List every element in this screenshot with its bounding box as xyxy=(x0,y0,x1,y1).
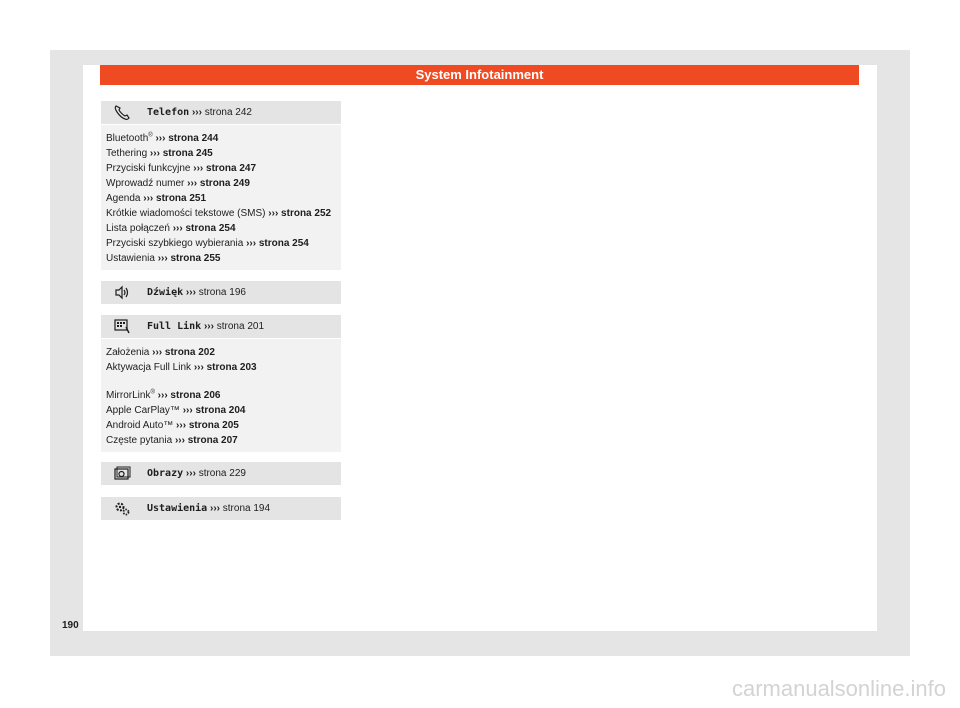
list-item[interactable]: Agenda ››› strona 251 xyxy=(106,193,207,204)
section-title-obrazy: Obrazy ››› strona 229 xyxy=(147,468,246,479)
section-dzwiek[interactable] xyxy=(101,281,341,304)
page-header: System Infotainment xyxy=(100,65,859,85)
list-item[interactable]: Założenia ››› strona 202 xyxy=(106,347,215,358)
page-number: 190 xyxy=(62,620,79,631)
list-item[interactable]: Tethering ››› strona 245 xyxy=(106,148,213,159)
telefon-list xyxy=(101,125,341,270)
watermark: carmanualsonline.info xyxy=(731,676,946,701)
section-title-dzwiek: Dźwięk ››› strona 196 xyxy=(147,287,246,298)
list-item[interactable]: Przyciski funkcyjne ››› strona 247 xyxy=(106,163,257,174)
full-link-list xyxy=(101,339,341,452)
section-title-telefon: Telefon ››› strona 242 xyxy=(147,107,252,118)
list-item[interactable]: Częste pytania ››› strona 207 xyxy=(106,435,238,446)
section-full-link[interactable] xyxy=(101,315,341,338)
camera-pictures-icon xyxy=(113,465,131,482)
list-item[interactable]: Bluetooth® ››› strona 244 xyxy=(106,132,219,144)
list-item[interactable]: MirrorLink® ››› strona 206 xyxy=(106,389,221,401)
list-item[interactable]: Wprowadź numer ››› strona 249 xyxy=(106,178,250,189)
list-item[interactable]: Ustawienia ››› strona 255 xyxy=(106,253,221,264)
list-item[interactable]: Przyciski szybkiego wybierania ››› strona 254 xyxy=(106,238,309,249)
sound-waves-icon xyxy=(113,284,131,301)
section-ustawienia[interactable] xyxy=(101,497,341,520)
gears-settings-icon xyxy=(113,500,131,517)
full-link-icon xyxy=(113,318,131,335)
list-item[interactable]: Krótkie wiadomości tekstowe (SMS) ››› strona 252 xyxy=(106,208,332,219)
section-telefon[interactable] xyxy=(101,101,341,124)
list-item[interactable]: Android Auto™ ››› strona 205 xyxy=(106,420,239,431)
list-item[interactable]: Lista połączeń ››› strona 254 xyxy=(106,223,236,234)
phone-handset-icon xyxy=(113,104,131,121)
section-title-full-link: Full Link ››› strona 201 xyxy=(147,321,265,332)
list-item[interactable]: Aktywacja Full Link ››› strona 203 xyxy=(106,362,257,373)
section-title-ustawienia: Ustawienia ››› strona 194 xyxy=(147,503,271,514)
section-obrazy[interactable] xyxy=(101,462,341,485)
list-item[interactable]: Apple CarPlay™ ››› strona 204 xyxy=(106,405,246,416)
